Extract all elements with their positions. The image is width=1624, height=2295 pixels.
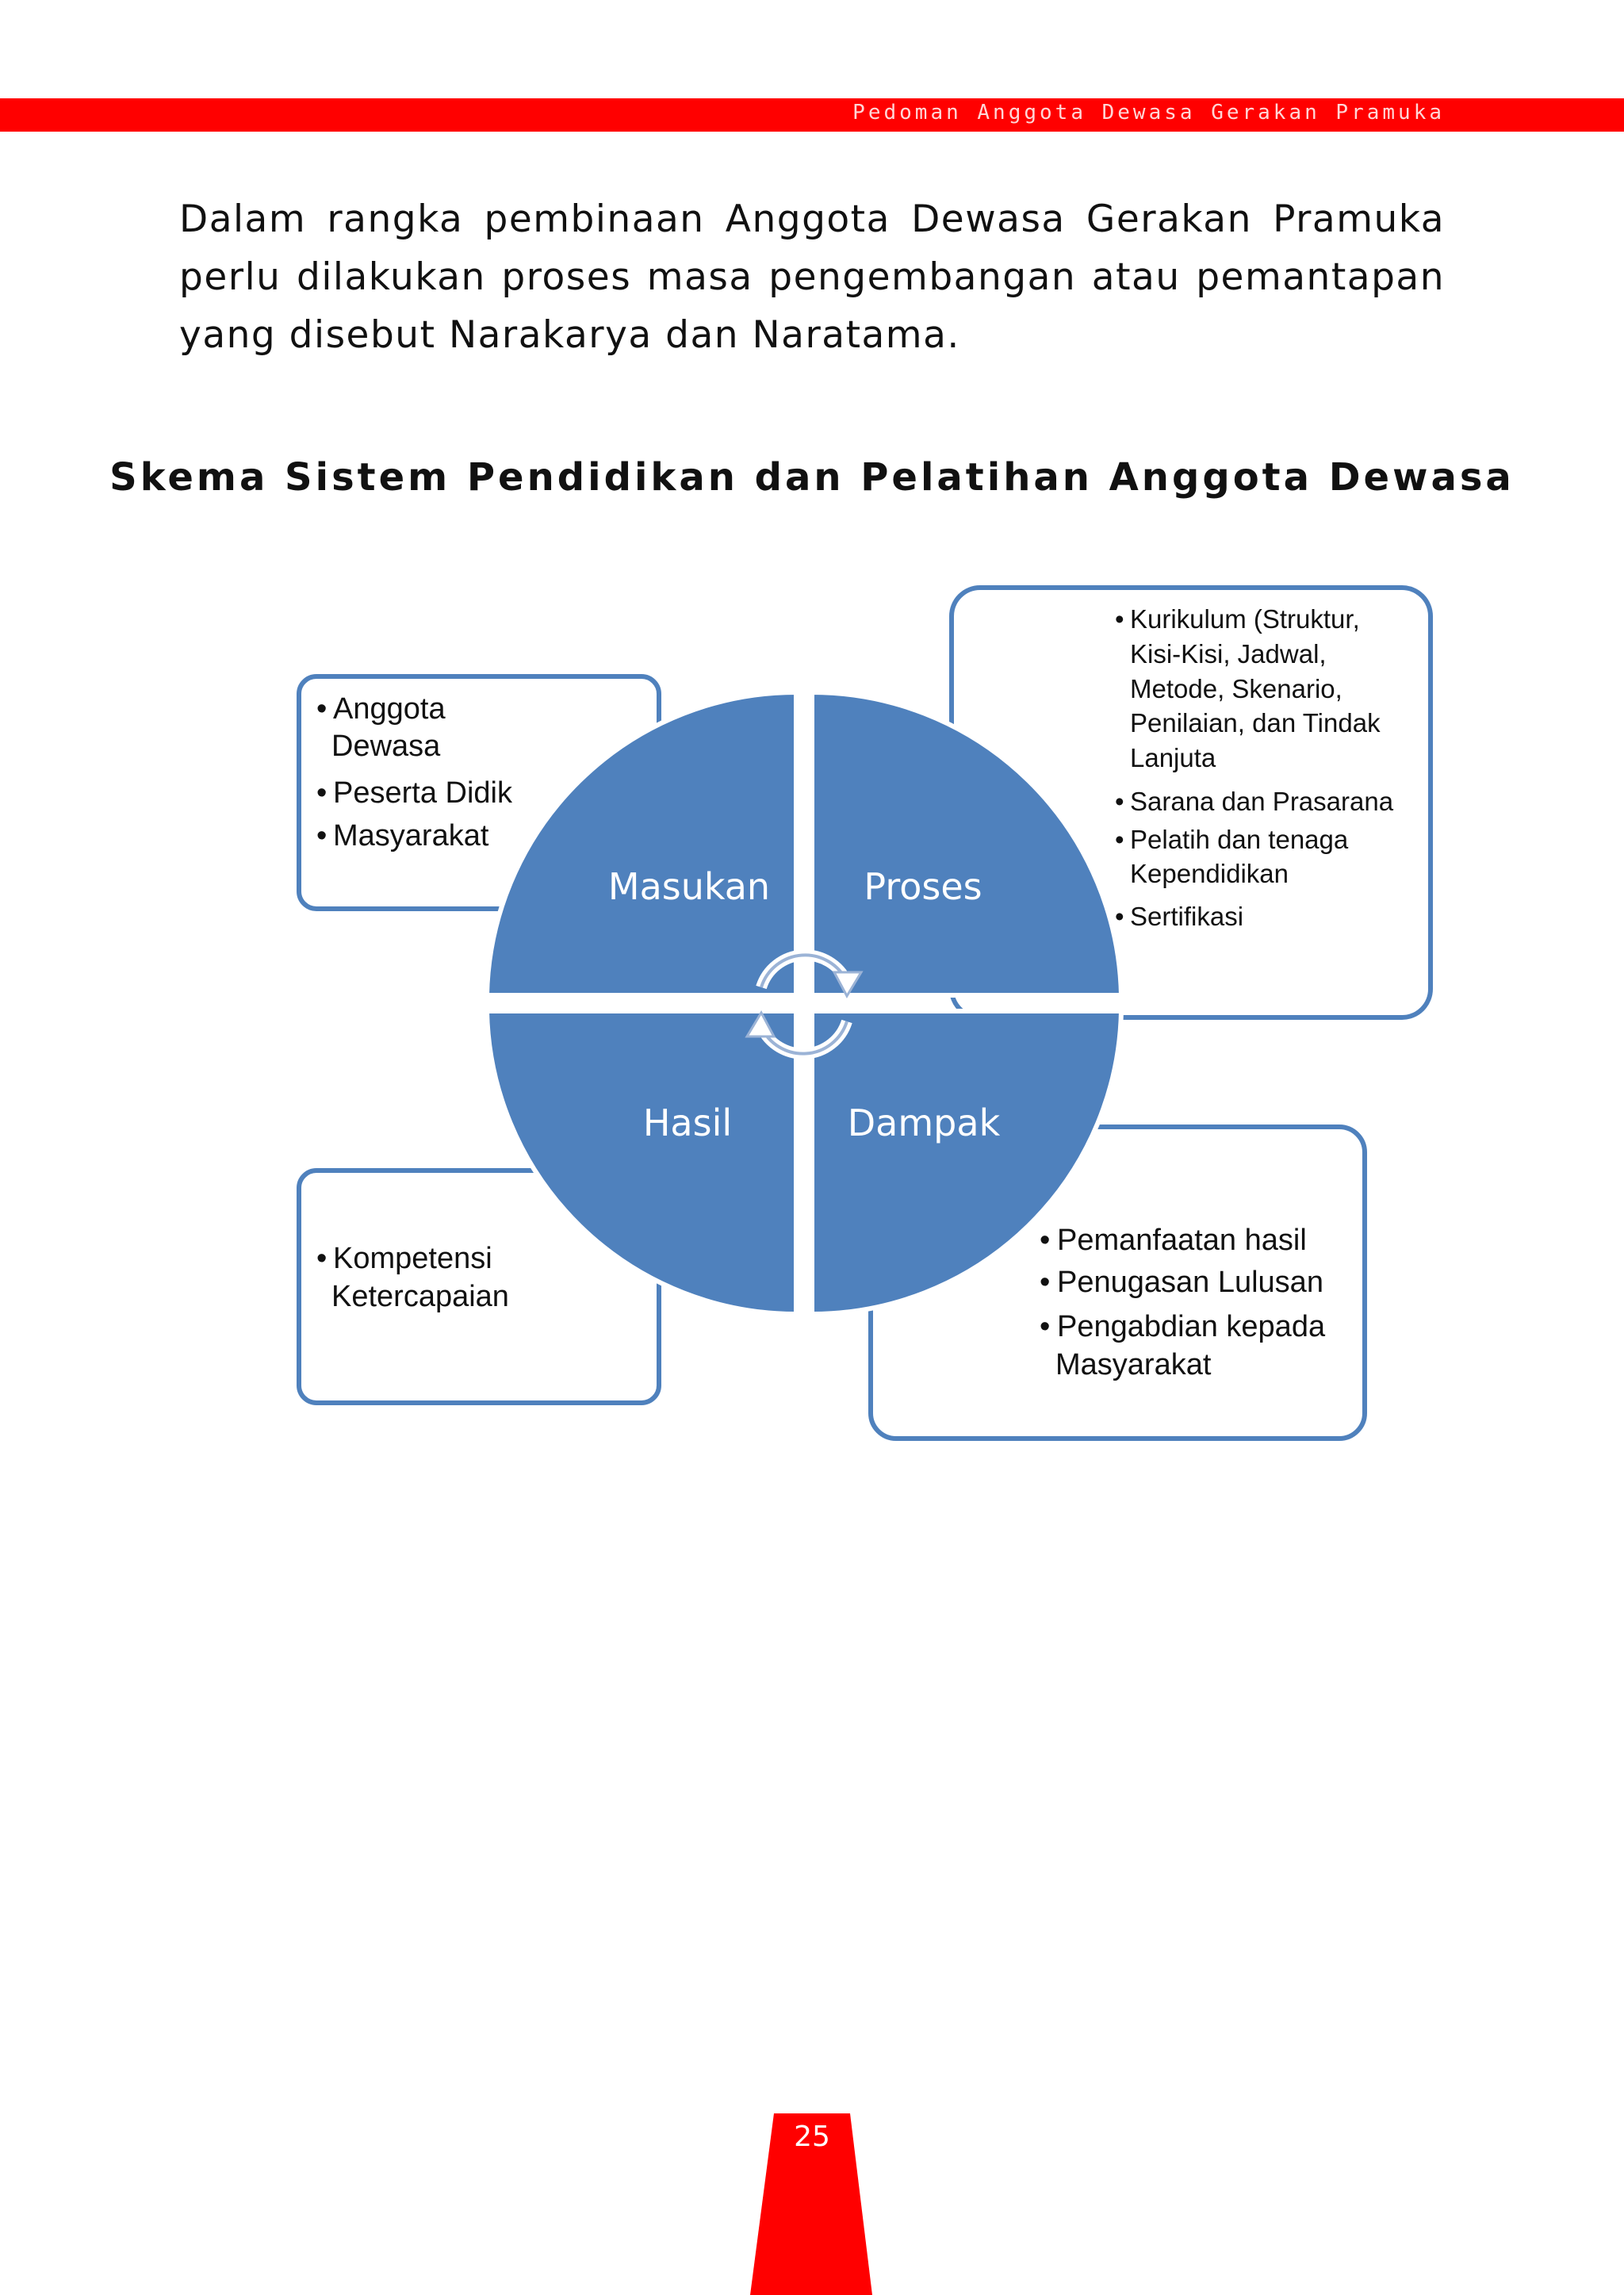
list-item: Lanjuta — [1130, 743, 1216, 772]
list-item: Kompetensi — [333, 1242, 492, 1275]
diagram-title: Skema Sistem Pendidikan dan Pelatihan Anggota Dewasa — [109, 455, 1515, 500]
bullet-dot: • — [1115, 787, 1124, 816]
bullet-dot: • — [1040, 1224, 1051, 1257]
bullet-dot: • — [316, 692, 327, 726]
bullet-dot: • — [316, 1242, 327, 1275]
list-item: Penilaian, dan Tindak — [1130, 708, 1381, 738]
intro-paragraph: Dalam rangka pembinaan Anggota Dewasa Gerakan Pramuka perlu dilakukan proses masa pengembangan atau pemantapan yang disebut Narakarya dan Naratama. — [179, 197, 1445, 357]
list-item: Penugasan Lulusan — [1057, 1266, 1323, 1299]
bullet-dot: • — [1115, 604, 1124, 634]
quadrant-label-hasil: Hasil — [642, 1102, 733, 1144]
list-item: Peserta Didik — [333, 776, 512, 810]
bullet-dot: • — [316, 776, 327, 810]
bullet-dot: • — [1040, 1266, 1051, 1299]
list-item: Pemanfaatan hasil — [1057, 1224, 1307, 1257]
list-item: Anggota — [333, 692, 446, 726]
bullet-dot: • — [1115, 902, 1124, 931]
quadrant-label-dampak: Dampak — [847, 1102, 1001, 1144]
quadrant-label-masukan: Masukan — [607, 865, 771, 908]
list-item: Sarana dan Prasarana — [1130, 787, 1394, 816]
bullet-dot: • — [316, 819, 327, 852]
list-item: Metode, Skenario, — [1130, 674, 1342, 703]
list-item: Masyarakat — [1055, 1348, 1212, 1381]
quadrant-label-proses: Proses — [864, 865, 982, 908]
cycle-arrows-icon — [747, 955, 861, 1053]
list-item: Dewasa — [331, 730, 441, 763]
running-title: Pedoman Anggota Dewasa Gerakan Pramuka — [852, 101, 1445, 125]
list-item: Pengabdian kepada — [1057, 1310, 1326, 1343]
list-item: Sertifikasi — [1130, 902, 1244, 931]
bullet-dot: • — [1115, 825, 1124, 854]
list-item: Kurikulum (Struktur, — [1130, 604, 1360, 634]
list-item: Pelatih dan tenaga — [1130, 825, 1349, 854]
list-item: Kisi-Kisi, Jadwal, — [1130, 639, 1327, 669]
list-item: Kependidikan — [1130, 859, 1289, 888]
page-number: 25 — [794, 2121, 830, 2153]
list-item: Masyarakat — [333, 819, 489, 852]
bullet-dot: • — [1040, 1310, 1051, 1343]
list-item: Ketercapaian — [331, 1280, 509, 1313]
